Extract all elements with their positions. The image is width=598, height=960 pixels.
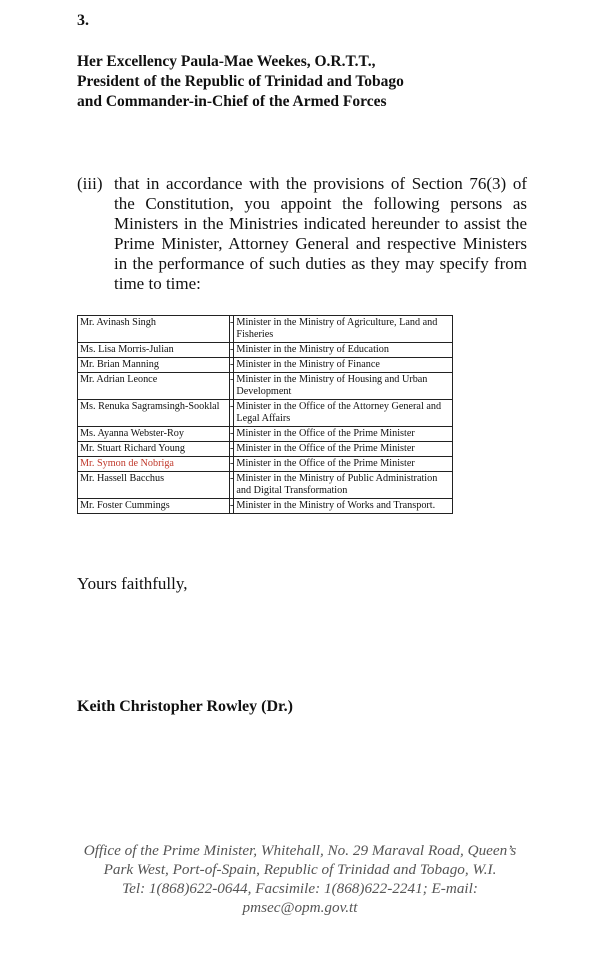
minister-post: Minister in the Ministry of Education [234, 343, 453, 358]
dash-cell: - [230, 499, 234, 514]
dash-cell: - [230, 457, 234, 472]
table-row [78, 400, 453, 427]
minister-post: Minister in the Office of the Prime Minister [234, 442, 453, 457]
minister-name: Ms. Lisa Morris-Julian [78, 343, 230, 358]
minister-name: Mr. Hassell Bacchus [78, 472, 230, 499]
minister-post: Minister in the Ministry of Agriculture, Land and Fisheries [234, 316, 453, 343]
closing-salutation: Yours faithfully, [77, 574, 188, 593]
letterhead-footer [60, 841, 540, 917]
page-number: 3. [77, 12, 89, 29]
footer-line: pmsec@opm.gov.tt [242, 899, 358, 916]
minister-name: Mr. Stuart Richard Young [78, 442, 230, 457]
dash-cell: - [230, 316, 234, 343]
minister-name: Mr. Foster Cummings [78, 499, 230, 514]
paragraph-iii [77, 174, 527, 294]
dash-cell: - [230, 343, 234, 358]
table-row [78, 427, 453, 442]
dash-cell: - [230, 358, 234, 373]
dash-cell: - [230, 427, 234, 442]
addressee-line: and Commander-in-Chief of the Armed Forces [77, 93, 387, 110]
table-row [78, 442, 453, 457]
minister-post: Minister in the Office of the Prime Minister [234, 427, 453, 442]
dash-cell: - [230, 442, 234, 457]
table-row [78, 457, 453, 472]
table-row [78, 316, 453, 343]
minister-post: Minister in the Office of the Prime Minister [234, 457, 453, 472]
minister-name: Ms. Ayanna Webster-Roy [78, 427, 230, 442]
table-row [78, 499, 453, 514]
minister-name-highlighted: Mr. Symon de Nobriga [78, 457, 230, 472]
addressee-line: President of the Republic of Trinidad and Tobago [77, 73, 404, 90]
dash-cell: - [230, 472, 234, 499]
addressee-line: Her Excellency Paula-Mae Weekes, O.R.T.T., [77, 53, 376, 70]
minister-post: Minister in the Ministry of Housing and Urban Development [234, 373, 453, 400]
footer-line: Tel: 1(868)622-0644, Facsimile: 1(868)622-2241; E-mail: [122, 880, 478, 897]
paragraph-number: (iii) [77, 174, 103, 193]
minister-post: Minister in the Ministry of Works and Transport. [234, 499, 453, 514]
dash-cell: - [230, 373, 234, 400]
ministers-table [77, 315, 453, 514]
minister-name: Mr. Adrian Leonce [78, 373, 230, 400]
footer-line: Office of the Prime Minister, Whitehall, No. 29 Maraval Road, Queen’s [83, 842, 517, 859]
minister-name: Ms. Renuka Sagramsingh-Sooklal [78, 400, 230, 427]
dash-cell: - [230, 400, 234, 427]
table-row [78, 373, 453, 400]
minister-post: Minister in the Office of the Attorney General and Legal Affairs [234, 400, 453, 427]
paragraph-text: that in accordance with the provisions of Section 76(3) of the Constitution, you appoint the following persons as Ministers in the Ministries indicated hereunder to assist the Prime Minister, Attorney General and respective Ministers in the performance of such duties as they may specify from time to time: [114, 174, 527, 293]
table-row [78, 358, 453, 373]
table-row [78, 343, 453, 358]
signatory-name: Keith Christopher Rowley (Dr.) [77, 698, 293, 715]
minister-name: Mr. Brian Manning [78, 358, 230, 373]
table-row [78, 472, 453, 499]
minister-name: Mr. Avinash Singh [78, 316, 230, 343]
addressee-block [77, 52, 404, 112]
footer-line: Park West, Port-of-Spain, Republic of Trinidad and Tobago, W.I. [103, 861, 497, 878]
minister-post: Minister in the Ministry of Finance [234, 358, 453, 373]
minister-post: Minister in the Ministry of Public Administration and Digital Transformation [234, 472, 453, 499]
